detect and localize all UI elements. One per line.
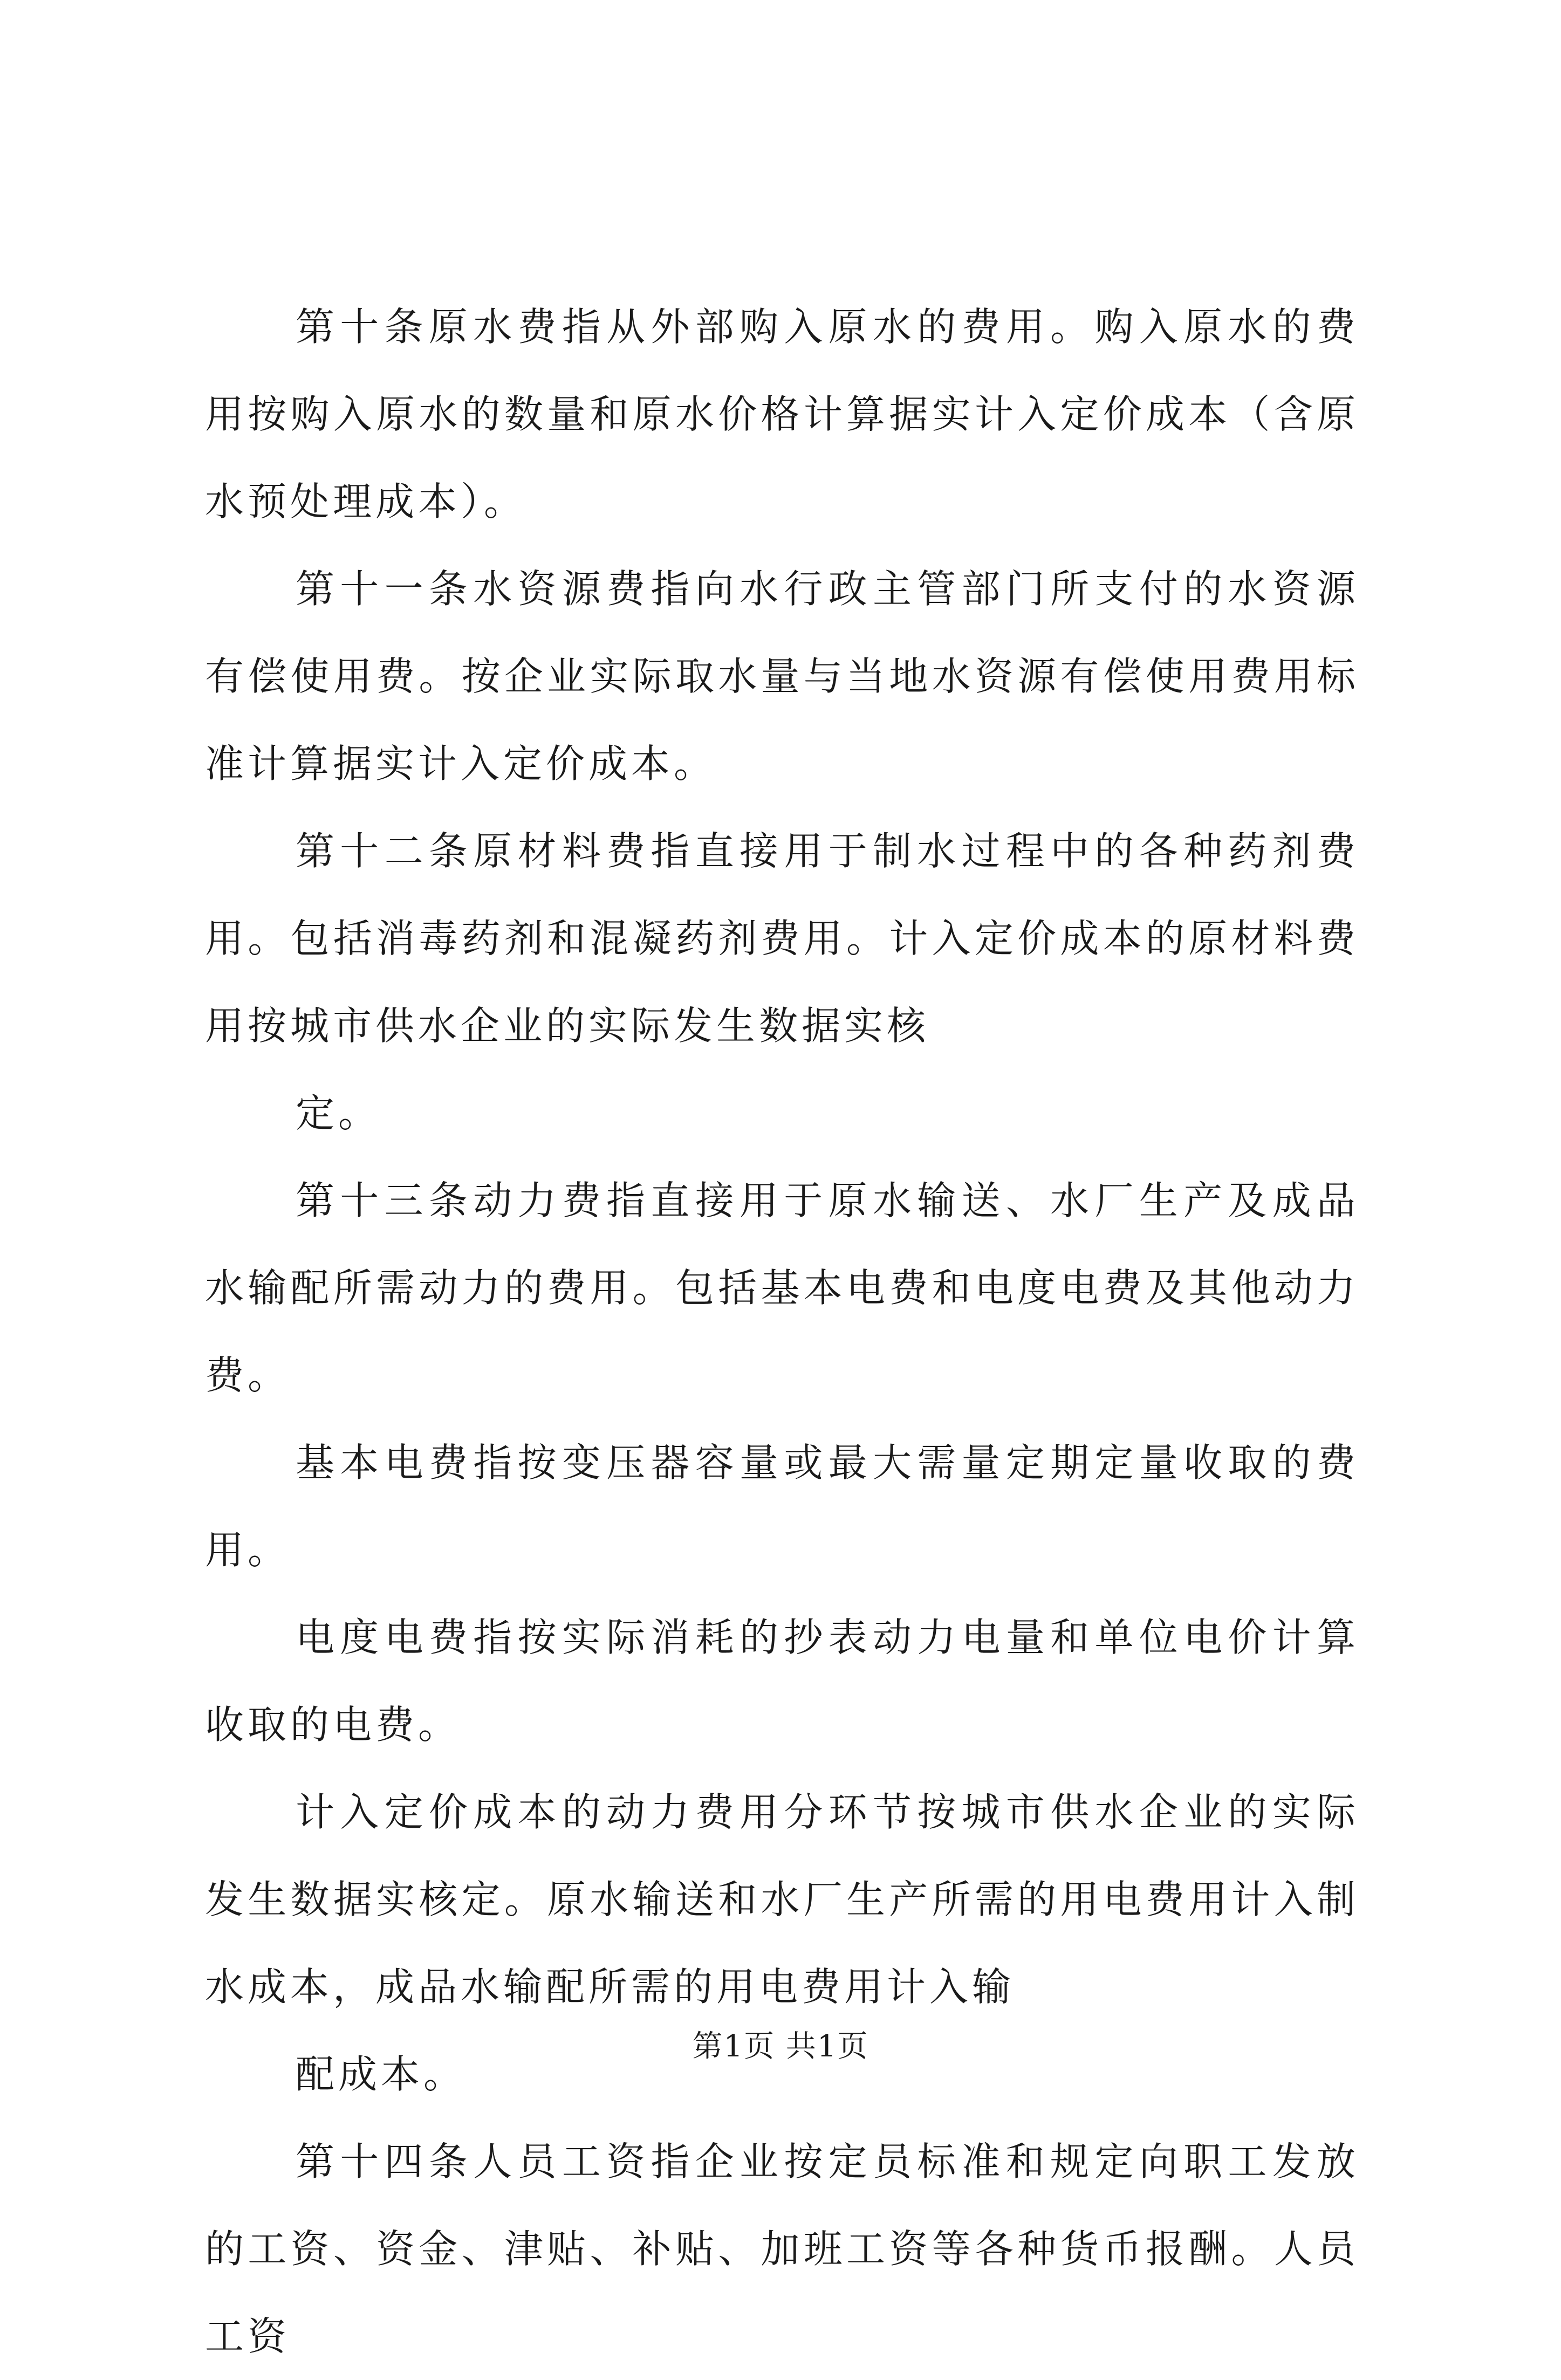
paragraph-article-12: 第十二条原材料费指直接用于制水过程中的各种药剂费用。包括消毒药剂和混凝药剂费用。计入定价成本的原材料费用按城市供水企业的实际发生数据实核 xyxy=(205,828,1359,1048)
paragraph-basic-electricity-fee: 基本电费指按变压器容量或最大需量定期定量收取的费用。 xyxy=(205,1440,1359,1573)
page-footer: 第1页 共1页 xyxy=(692,2029,869,2064)
paragraph-power-cost-verification: 计入定价成本的动力费用分环节按城市供水企业的实际发生数据实核定。原水输送和水厂生产所需的用电费用计入制水成本，成品水输配所需的用电费用计入输 xyxy=(205,1789,1359,2009)
paragraph-article-11: 第十一条水资源费指向水行政主管部门所支付的水资源有偿使用费。按企业实际取水量与当地水资源有偿使用费用标准计算据实计入定价成本。 xyxy=(205,566,1359,786)
paragraph-article-10: 第十条原水费指从外部购入原水的费用。购入原水的费用按购入原水的数量和原水价格计算据实计入定价成本（含原水预处理成本）。 xyxy=(205,304,1359,524)
paragraph-article-13: 第十三条动力费指直接用于原水输送、水厂生产及成品水输配所需动力的费用。包括基本电费和电度电费及其他动力费。 xyxy=(205,1178,1359,1398)
paragraph-article-14: 第十四条人员工资指企业按定员标准和规定向职工发放的工资、资金、津贴、补贴、加班工资等各种货币报酬。人员工资 xyxy=(205,2139,1359,2359)
paragraph-energy-electricity-fee: 电度电费指按实际消耗的抄表动力电量和单位电价计算收取的电费。 xyxy=(205,1615,1359,1747)
paragraph-power-cost-verification-continued: 配成本。 xyxy=(296,2052,467,2097)
paragraph-article-12-continued: 定。 xyxy=(296,1090,381,1136)
